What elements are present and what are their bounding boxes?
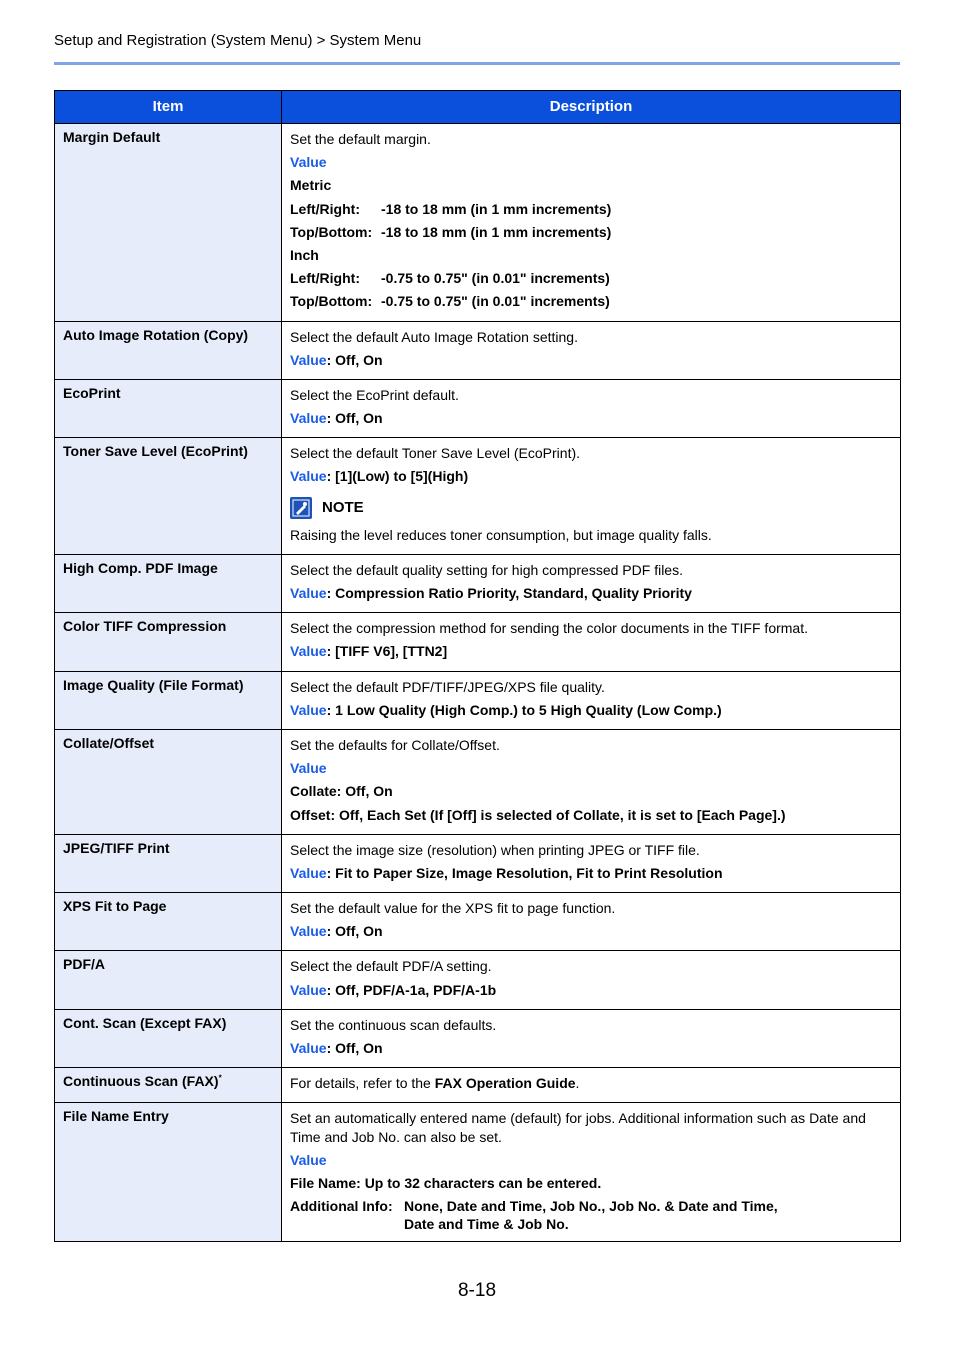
- description-text: Set the default margin.: [290, 131, 431, 147]
- table-row: [55, 379, 901, 437]
- item-description: [282, 613, 901, 671]
- value-line: [290, 349, 892, 372]
- value-label: Value: [290, 981, 327, 998]
- item-name: Collate/Offset: [55, 729, 282, 834]
- value-label: Value: [290, 1040, 327, 1056]
- item-name: Cont. Scan (Except FAX): [55, 1009, 282, 1067]
- item-name: High Comp. PDF Image: [55, 554, 282, 612]
- value-label: Value: [290, 923, 327, 940]
- table-row: [55, 124, 901, 322]
- note-label: NOTE: [322, 498, 364, 516]
- guide-reference: FAX Operation Guide: [434, 1075, 576, 1092]
- table-header-row: [55, 91, 901, 124]
- value-text: : Off, On: [326, 923, 383, 940]
- table-row: [55, 1103, 901, 1241]
- additional-info: Additional Info: None, Date and Time, Job No., Job No. & Date and Time, Date and Time & Job No.: [290, 1198, 778, 1233]
- value-label: Value: [290, 864, 327, 881]
- file-name-value: File Name: Up to 32 characters can be entered.: [290, 1174, 602, 1191]
- value-label: Value: [290, 410, 327, 427]
- value-text: : Fit to Paper Size, Image Resolution, Fit to Print Resolution: [326, 864, 723, 881]
- table-row: [55, 834, 901, 892]
- table-row: [55, 951, 901, 1009]
- description-text: For details, refer to the FAX Operation Guide.: [290, 1075, 580, 1092]
- note-text: Raising the level reduces toner consumption, but image quality falls.: [290, 526, 712, 543]
- item-description: [282, 438, 901, 555]
- value-label: Value: [290, 154, 327, 171]
- table-row: [55, 321, 901, 379]
- item-name: Auto Image Rotation (Copy): [55, 321, 282, 379]
- item-name: EcoPrint: [55, 379, 282, 437]
- value-line: [290, 979, 892, 1002]
- value-text: : Off, PDF/A-1a, PDF/A-1b: [326, 981, 497, 998]
- description-text: Select the default PDF/A setting.: [290, 958, 492, 975]
- value-text: : 1 Low Quality (High Comp.) to 5 High Quality (Low Comp.): [326, 701, 722, 718]
- table-row: [55, 671, 901, 729]
- value-label: Value: [290, 760, 327, 777]
- table-row: [55, 893, 901, 951]
- item-description: [282, 321, 901, 379]
- value-line: [290, 582, 892, 605]
- item-name: JPEG/TIFF Print: [55, 834, 282, 892]
- metric-top-bottom: Top/Bottom: -18 to 18 mm (in 1 mm increments): [290, 223, 612, 240]
- header-rule: [54, 62, 900, 65]
- table-row: [55, 554, 901, 612]
- description-text: Set the default value for the XPS fit to page function.: [290, 900, 616, 917]
- value-label: Value: [290, 701, 327, 718]
- item-name: Image Quality (File Format): [55, 671, 282, 729]
- collate-value: Collate: Off, On: [290, 783, 393, 800]
- description-text: Select the EcoPrint default.: [290, 386, 459, 403]
- description-text: Select the compression method for sending the color documents in the TIFF format.: [290, 620, 808, 637]
- column-header-description: Description: [282, 91, 901, 124]
- item-description: [282, 729, 901, 834]
- item-name: Continuous Scan (FAX)*: [55, 1068, 282, 1103]
- value-line: [290, 920, 892, 943]
- value-line: [290, 1037, 892, 1060]
- value-line: [290, 862, 892, 885]
- value-label: Value: [290, 468, 327, 485]
- item-name: Color TIFF Compression: [55, 613, 282, 671]
- note-icon: [290, 497, 312, 519]
- value-line: [290, 465, 892, 488]
- item-description: [282, 1103, 901, 1241]
- item-name: Margin Default: [55, 124, 282, 322]
- item-description: [282, 834, 901, 892]
- value-text: : [TIFF V6], [TTN2]: [326, 643, 448, 660]
- table-row: [55, 613, 901, 671]
- item-name: XPS Fit to Page: [55, 893, 282, 951]
- item-name: PDF/A: [55, 951, 282, 1009]
- value-label: Value: [290, 1151, 327, 1168]
- settings-table: [54, 90, 901, 1242]
- item-description: [282, 671, 901, 729]
- table-row: [55, 1009, 901, 1067]
- breadcrumb: Setup and Registration (System Menu) > System Menu: [54, 32, 422, 49]
- value-text: : Compression Ratio Priority, Standard, Quality Priority: [326, 585, 692, 601]
- offset-value: Offset: Off, Each Set (If [Off] is selected of Collate, it is set to [Each Page].): [290, 806, 786, 823]
- value-label: Value: [290, 585, 327, 601]
- page-number: 8-18: [457, 1280, 497, 1301]
- item-description: [282, 554, 901, 612]
- value-label: Value: [290, 643, 327, 660]
- inch-top-bottom: Top/Bottom: -0.75 to 0.75" (in 0.01" increments): [290, 293, 610, 310]
- item-name: Toner Save Level (EcoPrint): [55, 438, 282, 555]
- item-name: File Name Entry: [55, 1103, 282, 1241]
- item-description: [282, 1009, 901, 1067]
- description-text: Set an automatically entered name (default) for jobs. Additional information such as Date and Time and Job No. can also be set.: [290, 1110, 866, 1145]
- inch-heading: Inch: [290, 246, 319, 263]
- column-header-item: Item: [55, 91, 282, 124]
- description-text: Set the defaults for Collate/Offset.: [290, 736, 500, 753]
- note-heading: [290, 489, 892, 524]
- item-description: [282, 893, 901, 951]
- item-description: [282, 1068, 901, 1103]
- value-text: : Off, On: [326, 1040, 383, 1056]
- value-label: Value: [290, 351, 327, 368]
- description-text: Select the image size (resolution) when printing JPEG or TIFF file.: [290, 841, 700, 858]
- description-text: Select the default quality setting for high compressed PDF files.: [290, 561, 683, 578]
- table-row: [55, 729, 901, 834]
- description-text: Select the default Auto Image Rotation setting.: [290, 328, 578, 345]
- item-description: [282, 124, 901, 322]
- metric-left-right: Left/Right: -18 to 18 mm (in 1 mm increments): [290, 200, 612, 217]
- table-row: [55, 438, 901, 555]
- value-text: : [1](Low) to [5](High): [326, 468, 469, 485]
- value-text: : Off, On: [326, 410, 383, 427]
- value-line: [290, 407, 892, 430]
- metric-heading: Metric: [290, 177, 332, 194]
- description-text: Select the default PDF/TIFF/JPEG/XPS file quality.: [290, 678, 605, 695]
- value-line: [290, 699, 892, 722]
- value-line: [290, 640, 892, 663]
- footnote-marker: *: [218, 1073, 222, 1083]
- table-row: [55, 1068, 901, 1103]
- inch-left-right: Left/Right: -0.75 to 0.75" (in 0.01" increments): [290, 270, 610, 287]
- value-text: : Off, On: [326, 351, 383, 368]
- description-text: Set the continuous scan defaults.: [290, 1016, 497, 1033]
- description-text: Select the default Toner Save Level (EcoPrint).: [290, 445, 581, 462]
- item-description: [282, 951, 901, 1009]
- item-description: [282, 379, 901, 437]
